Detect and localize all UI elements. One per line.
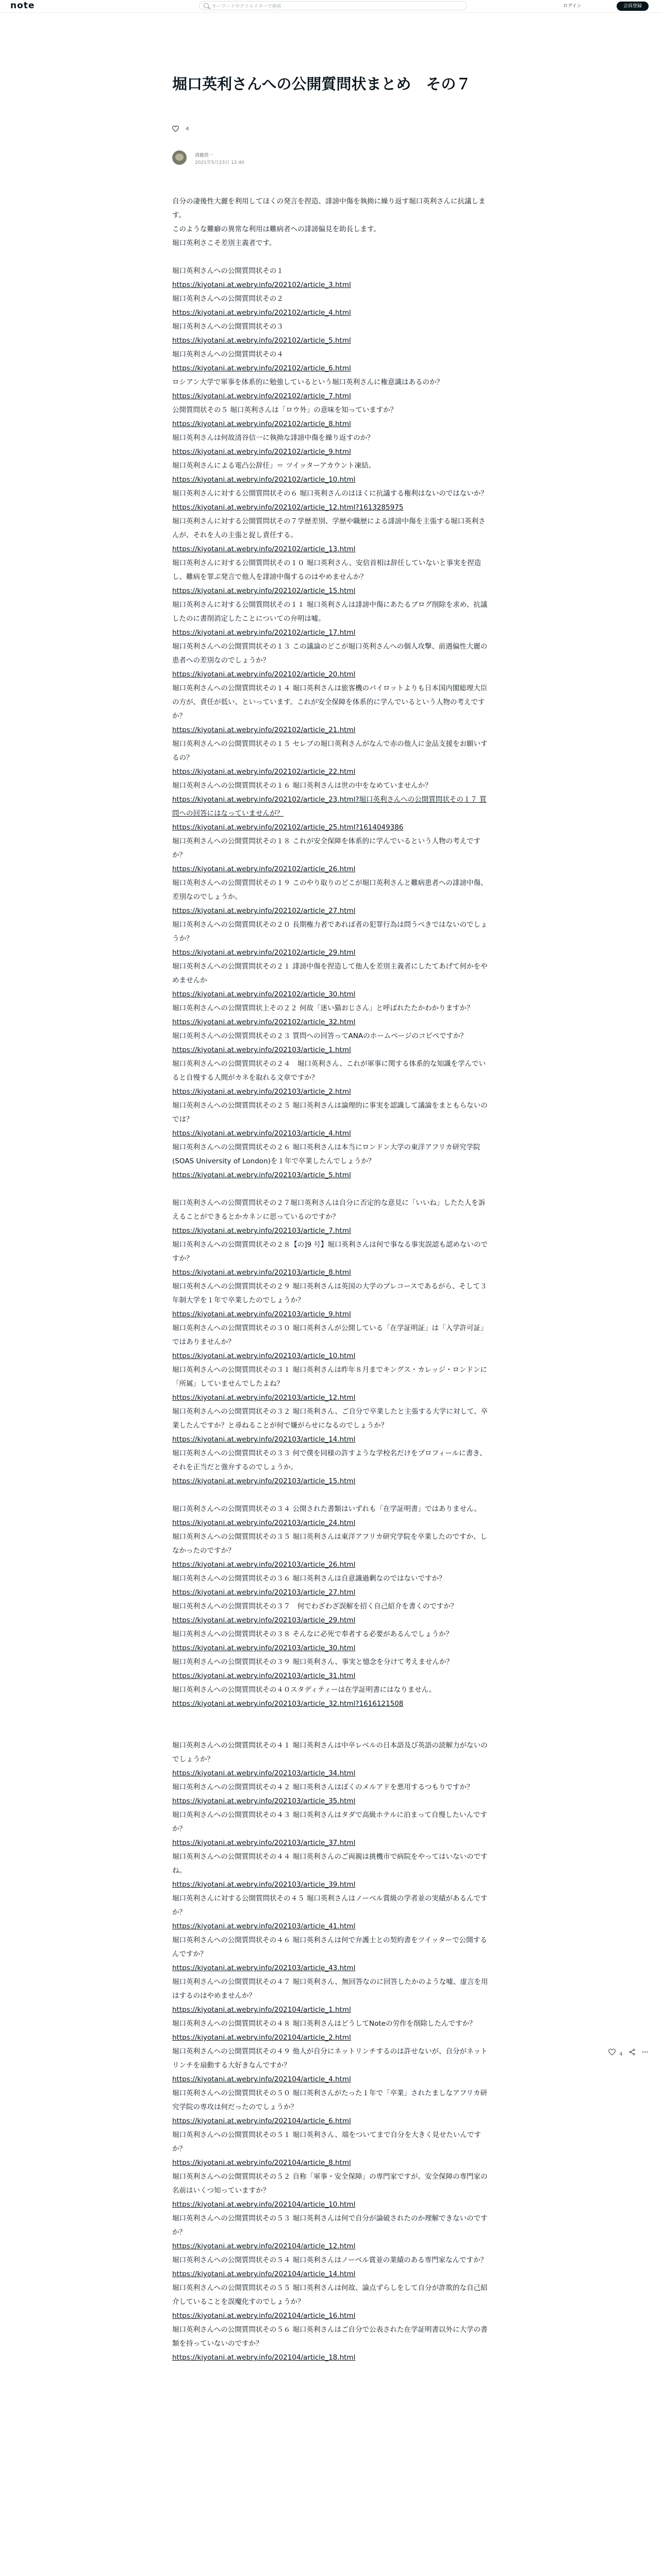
article-link[interactable]: https://kiyotani.at.webry.info/202102/article_32.html bbox=[172, 1018, 356, 1026]
body-paragraph: 堀口英利さんは何故清谷信一に執拗な誹謗中傷を繰り返すのか？ bbox=[172, 434, 374, 442]
body-paragraph: 堀口英利さんへの公開質問状その４ bbox=[172, 350, 284, 359]
body-paragraph: 堀口英利さんへの公開質問状その４８ 堀口英利さんはどうしてNoteの労作を削除したんですか？ bbox=[172, 2020, 476, 2028]
article-link[interactable]: https://kiyotani.at.webry.info/202103/article_43.html bbox=[172, 1964, 356, 1972]
body-paragraph: 堀口英利さんへの公開質問状その２４ 堀口英利さん、これが軍事に関する体系的な知識を学んでいると自慢する人間がカネを取れる文章ですか？ bbox=[172, 1060, 486, 1082]
body-paragraph: 堀口英利さんへの公開質問状その２９ 堀口英利さんは英国の大学のプレコースであるがら、そして３年制大学を１年で卒業したのでしょうか？ bbox=[172, 1282, 487, 1304]
body-paragraph: 堀口英利さんへの公開質問状その４１ 堀口英利さんは中卒レベルの日本語及び英語の読解力がないのでしょうか？ bbox=[172, 1741, 488, 1764]
search-icon bbox=[204, 3, 209, 8]
paragraph-gap bbox=[172, 250, 492, 264]
body-paragraph: 堀口英利さんへの公開質問状その５５ 堀口英利さんは何故、論点ずらしをして自分が詐欺的な自己紹介していることを誤魔化すのでしょうか？ bbox=[172, 2284, 488, 2306]
body-paragraph: 堀口英利さんへの公開質問状その５０ 堀口英利さんがたった１年で「卒業」されたましなアフリカ研究学院の専攻は何だったのでしょうか？ bbox=[172, 2089, 487, 2111]
more-icon[interactable] bbox=[641, 2048, 649, 2056]
body-paragraph: 堀口英利さんへの公開質問状その３１ 堀口英利さんは昨年８月までキングス・カレッジ・ロンドンに「所属」していませんでしたよね？ bbox=[172, 1366, 487, 1388]
article-link[interactable]: https://kiyotani.at.webry.info/202102/article_30.html bbox=[172, 990, 356, 998]
note-logo[interactable]: note bbox=[10, 1, 35, 11]
article-link[interactable]: https://kiyotani.at.webry.info/202103/article_15.html bbox=[172, 1477, 356, 1485]
article-link[interactable]: https://kiyotani.at.webry.info/202102/article_29.html bbox=[172, 948, 356, 957]
body-paragraph: 堀口英利さんへの公開質問状その１９ このやり取りのどこが堀口英利さんと難病患者への誹謗中傷、差別なのでしょうか。 bbox=[172, 879, 488, 901]
body-paragraph: 堀口英利さんによる電凸公辞任」＝ ツイッターアカウント凍結。 bbox=[172, 462, 376, 470]
body-paragraph: 堀口英利さんへの公開質問状その１６ 堀口英利さんは世の中をなめていませんか？ bbox=[172, 782, 432, 790]
body-paragraph: 堀口英利さんへの公開質問状その１ bbox=[172, 267, 284, 275]
article-link[interactable]: https://kiyotani.at.webry.info/202102/article_12.html?1613285975 bbox=[172, 503, 404, 512]
article-link[interactable]: https://kiyotani.at.webry.info/202103/article_7.html bbox=[172, 1227, 351, 1235]
article-link[interactable]: https://kiyotani.at.webry.info/202102/article_20.html bbox=[172, 670, 356, 679]
body-paragraph: 堀口英利さんへの公開質問状その２３ 質問への回答ってANAのホームページのコピペですか？ bbox=[172, 1032, 468, 1040]
article-link[interactable]: https://kiyotani.at.webry.info/202104/article_12.html bbox=[172, 2242, 356, 2250]
article-body bbox=[172, 195, 492, 2365]
body-paragraph: 堀口英利さんへの公開質問状その５３ 堀口英利さんは何で自分が論破されたのか理解できないのですか？ bbox=[172, 2214, 488, 2236]
article-link[interactable]: https://kiyotani.at.webry.info/202103/article_27.html bbox=[172, 1588, 356, 1597]
article-link[interactable]: https://kiyotani.at.webry.info/202104/article_4.html bbox=[172, 2075, 351, 2083]
article-link[interactable]: https://kiyotani.at.webry.info/202102/article_10.html bbox=[172, 476, 356, 484]
article-link[interactable]: https://kiyotani.at.webry.info/202103/article_1.html bbox=[172, 1046, 351, 1054]
body-paragraph: 堀口英利さんへの公開質問状その３９ 堀口英利さん、事実と憶念を分けて考えませんか？ bbox=[172, 1658, 453, 1666]
heart-icon[interactable] bbox=[172, 126, 179, 132]
body-paragraph: 公開質問状その５ 堀口英利さんは「ロウ外」の意味を知っていますか？ bbox=[172, 406, 398, 414]
body-paragraph: 自分の凄後性大麗を利用してほくの発言を捏造、誹謗中傷を執拗に繰り返す堀口英利さんに抗議します。 bbox=[172, 197, 486, 219]
side-actions bbox=[608, 2048, 649, 2059]
article-link[interactable]: https://kiyotani.at.webry.info/202102/article_9.html bbox=[172, 448, 351, 456]
body-paragraph: 堀口英利さんへの公開質問状その５２ 自称「軍事・安全保障」の専門家ですが、安全保障の専門家の名前はいくつ知っていますか？ bbox=[172, 2173, 488, 2195]
body-paragraph: 堀口英利さんへの公開質問状その１５ セレブの堀口英利さんがなんで赤の他人に金品支援をお願いするの？ bbox=[172, 740, 488, 762]
share-icon[interactable] bbox=[628, 2048, 636, 2056]
body-paragraph: 堀口英利さんへの公開質問状上その２２ 何故「迷い猫おじさん」と呼ばれたたかわかりますか？ bbox=[172, 1004, 474, 1012]
body-paragraph: 堀口英利さんに対する公開質問状その１０ 堀口英利さん、安倍首相は辞任していないと事実を捏造し、難病を罪ぶ発言で他人を誹謗中傷するのはやめませんか？ bbox=[172, 559, 482, 581]
body-paragraph: 堀口英利さんへの公開質問状その４６ 堀口英利さんは何で弁護士との契約書をツイッターで公開するんですか？ bbox=[172, 1936, 487, 1958]
article-link[interactable]: https://kiyotani.at.webry.info/202102/article_17.html bbox=[172, 629, 356, 637]
article-link[interactable]: https://kiyotani.at.webry.info/202103/article_39.html bbox=[172, 1880, 356, 1889]
body-paragraph: 堀口英利さんへの公開質問状その２７堀口英利さんは自分に否定的な意見に「いいね」したた人を訴えることができるとかカネンに思っているのですか？ bbox=[172, 1199, 486, 1221]
body-paragraph: 堀口英利さんに対する公開質問状その４５ 堀口英利さんはノーベル賞級の学者並の実績があるんですか？ bbox=[172, 1894, 488, 1917]
body-paragraph: 堀口英利さんへの公開質問状その４３ 堀口英利さんはタダで高級ホテルに泊まって自慢したいんですか？ bbox=[172, 1811, 487, 1833]
paragraph-gap bbox=[172, 1711, 492, 1725]
body-paragraph: 堀口英利さんへの公開質問状その２ bbox=[172, 295, 284, 303]
article-link[interactable]: https://kiyotani.at.webry.info/202103/article_34.html bbox=[172, 1769, 356, 1777]
article-link[interactable]: https://kiyotani.at.webry.info/202102/article_15.html bbox=[172, 587, 356, 595]
body-paragraph: このような難癖の異常な利用は難病者への誹謗偏見を助長します。 bbox=[172, 225, 380, 233]
body-paragraph: 堀口英利さんへの公開質問状その３６ 堀口英利さんは自意識過剰なのではないですか？ bbox=[172, 1574, 446, 1583]
like-row bbox=[172, 126, 189, 135]
article-link[interactable]: https://kiyotani.at.webry.info/202102/article_21.html bbox=[172, 726, 356, 734]
article-link[interactable]: https://kiyotani.at.webry.info/202102/article_6.html bbox=[172, 364, 351, 372]
body-paragraph: 堀口英利さんへの公開質問状その３５ 堀口英利さんは東洋アフリカ研究学院を卒業したのですか、しなかったのですか？ bbox=[172, 1533, 487, 1555]
signup-button[interactable]: 会員登録 bbox=[617, 2, 649, 11]
article-link[interactable]: https://kiyotani.at.webry.info/202104/article_16.html bbox=[172, 2312, 356, 2320]
body-paragraph: 堀口英利さんへの公開質問状その１４ 堀口英利さんは旅客機のパイロットよりも日本国内閣総理大臣の方が、責任が低い、といっています。これが安全保障を体系的に学んでいるという人物の考えですか？ bbox=[172, 684, 488, 720]
body-paragraph: 堀口英利さこそ差別主義者です。 bbox=[172, 239, 276, 247]
article-link[interactable]: https://kiyotani.at.webry.info/202104/article_18.html bbox=[172, 2353, 356, 2362]
article-link[interactable]: https://kiyotani.at.webry.info/202103/article_24.html bbox=[172, 1519, 356, 1527]
body-paragraph: 堀口英利さんへの公開質問状その４２ 堀口英利さんはぼくのメルアドを悪用するつもりですか？ bbox=[172, 1783, 474, 1791]
article-link[interactable]: https://kiyotani.at.webry.info/202103/article_2.html bbox=[172, 1088, 351, 1096]
body-paragraph: 堀口英利さんへの公開質問状その２８【の]9 号】堀口英利さんは何で事なる事実誤認も認めないのですか？ bbox=[172, 1241, 488, 1263]
article-link[interactable]: https://kiyotani.at.webry.info/202104/article_6.html bbox=[172, 2117, 351, 2125]
article-link[interactable]: https://kiyotani.at.webry.info/202103/article_32.html?1616121508 bbox=[172, 1700, 404, 1708]
body-paragraph: 堀口英利さんに対する公開質問状その１１ 堀口英利さんは誹謗中傷にあたるブログ削除を求め、抗議したのに書削消定したことについての弁明は噓。 bbox=[172, 601, 488, 623]
article-link[interactable]: https://kiyotani.at.webry.info/202103/article_9.html bbox=[172, 1310, 351, 1318]
article-link[interactable]: https://kiyotani.at.webry.info/202103/article_14.html bbox=[172, 1435, 356, 1444]
article-link[interactable]: https://kiyotani.at.webry.info/202102/article_5.html bbox=[172, 336, 351, 345]
body-paragraph: 堀口英利さんへの公開質問状その２６ 堀口英利さんは本当にロンドン大学の東洋アフリカ研究学院(SOAS University of London)を１年で卒業したんでしょうか？ bbox=[172, 1143, 481, 1165]
article-link[interactable]: https://kiyotani.at.webry.info/202104/article_1.html bbox=[172, 2006, 351, 2014]
body-paragraph: 堀口英利さんに対する公開質問状その７学歴差別、学歴や職歴による誹謗中傷を主張する堀口英利さんが、それを人の主張と捉し責任する。 bbox=[172, 517, 486, 539]
body-paragraph: 堀口英利さんへの公開質問状その２１ 誹謗中傷を捏造して他人を差別主義者にしたてあげて何かをやめませんか bbox=[172, 962, 488, 985]
paragraph-gap bbox=[172, 1725, 492, 1739]
article-link[interactable]: https://kiyotani.at.webry.info/202103/article_35.html bbox=[172, 1797, 356, 1805]
article-link[interactable]: https://kiyotani.at.webry.info/202102/article_23.html?堀口英利さんへの公開質問状その１７ 質問への回答にはなっていませんが？ bbox=[172, 795, 487, 818]
article-link[interactable]: https://kiyotani.at.webry.info/202102/article_22.html bbox=[172, 768, 356, 776]
article-link[interactable]: https://kiyotani.at.webry.info/202103/article_26.html bbox=[172, 1561, 356, 1569]
article-link[interactable]: https://kiyotani.at.webry.info/202103/article_4.html bbox=[172, 1129, 351, 1138]
body-paragraph: 堀口英利さんへの公開質問状その３２ 堀口英利さん、ご自分で卒業したと主張する大学に対して、卒業したんですか？と尋ねることが何で嫌がらせになるのでしょうか？ bbox=[172, 1408, 488, 1430]
like-count: 4 bbox=[186, 126, 189, 132]
article-link[interactable]: https://kiyotani.at.webry.info/202102/article_4.html bbox=[172, 309, 351, 317]
article-link[interactable]: https://kiyotani.at.webry.info/202102/article_26.html bbox=[172, 865, 356, 873]
article-link[interactable]: https://kiyotani.at.webry.info/202103/article_12.html bbox=[172, 1394, 356, 1402]
author-name[interactable]: 清鹿佳一 bbox=[195, 153, 214, 158]
avatar[interactable] bbox=[172, 150, 187, 165]
body-paragraph: 堀口英利さんへの公開質問状その３ bbox=[172, 323, 284, 331]
heart-icon[interactable] bbox=[608, 2048, 616, 2056]
article-link[interactable]: https://kiyotani.at.webry.info/202102/article_3.html bbox=[172, 281, 351, 289]
body-paragraph: 堀口英利さんへの公開質問状その４４ 堀口英利さんのご両親は挑機市で病院をやってはいないのですね。 bbox=[172, 1853, 488, 1875]
body-paragraph: 堀口英利さんへの公開質問状その３３ 何で僕を同様の許すような学校名だけをプロフィールに書き、それを正当だと強弁するのでしょうか。 bbox=[172, 1449, 487, 1471]
body-paragraph: 堀口英利さんへの公開質問状その１３ この議論のどこが堀口英利さんへの個人攻撃、前遇偏性大麗の患者への差別なのでしょうか？ bbox=[172, 642, 488, 665]
article-link[interactable]: https://kiyotani.at.webry.info/202103/article_10.html bbox=[172, 1352, 356, 1360]
body-paragraph: 堀口英利さんへの公開質問状その２０ 長期権力者であれば者の犯罪行為は問うべきではないのでしょうか？ bbox=[172, 921, 488, 943]
article-link[interactable]: https://kiyotani.at.webry.info/202102/article_8.html bbox=[172, 420, 351, 428]
body-paragraph: 堀口英利さんへの公開質問状その４７ 堀口英利さん、無回答なのに回答したかのような噓、虚言を用はするのはやめませんか？ bbox=[172, 1978, 488, 2000]
search-placeholder: キーワードやクリエイターで検索 bbox=[212, 4, 282, 9]
body-paragraph: 堀口英利さんへの公開質問状その５６ 堀口英利さんはご自分で公表された在学証明書以外に大学の書類を持っていないのですか？ bbox=[172, 2326, 488, 2348]
article-link[interactable]: https://kiyotani.at.webry.info/202103/article_5.html bbox=[172, 1171, 351, 1179]
body-paragraph: 堀口英利さんへの公開質問状その２５ 堀口英利さんは論理的に事実を認識して議論をまともらないのでは？ bbox=[172, 1101, 488, 1124]
body-paragraph: 堀口英利さんに対する公開質問状その６ 堀口英利さんのはほくに抗議する権利はないのではないか？ bbox=[172, 489, 488, 498]
body-paragraph: ロシアン大学で軍事を体系的に勉強しているという堀口英利さんに権意識はあるのか？ bbox=[172, 378, 443, 386]
article-link[interactable]: https://kiyotani.at.webry.info/202103/article_41.html bbox=[172, 1922, 356, 1930]
article-link[interactable]: https://kiyotani.at.webry.info/202103/article_8.html bbox=[172, 1268, 351, 1277]
publish-date: 2021年5月23日 12:40 bbox=[195, 160, 244, 165]
article-title: 堀口英利さんへの公開質問状まとめ その７ bbox=[172, 75, 471, 93]
login-button[interactable]: ログイン bbox=[563, 4, 582, 9]
site-header bbox=[0, 0, 662, 13]
article-link[interactable]: https://kiyotani.at.webry.info/202102/article_25.html?1614049386 bbox=[172, 823, 404, 832]
body-paragraph: 堀口英利さんへの公開質問状その４９ 他人が自分にネットリンチするのは許せないが、自分がネットリンチを扇動する大好きなんですか？ bbox=[172, 2047, 488, 2070]
article-link[interactable]: https://kiyotani.at.webry.info/202103/article_30.html bbox=[172, 1644, 356, 1652]
article-link[interactable]: https://kiyotani.at.webry.info/202104/article_8.html bbox=[172, 2159, 351, 2167]
article-link[interactable]: https://kiyotani.at.webry.info/202103/article_31.html bbox=[172, 1672, 356, 1680]
body-paragraph: 堀口英利さんへの公開質問状その３４ 公開された書類はいずれも「在学証明書」ではありません。 bbox=[172, 1505, 481, 1513]
paragraph-gap bbox=[172, 1488, 492, 1502]
body-paragraph: 堀口英利さんへの公開質問状その１８ これが安全保障を体系的に学んでいるという人物の考えですか？ bbox=[172, 837, 481, 859]
article-link[interactable]: https://kiyotani.at.webry.info/202104/article_14.html bbox=[172, 2270, 356, 2278]
body-paragraph: 堀口英利さんへの公開質問状その３０ 堀口英利さんが公開している「在学証明証」は「入学許可証」ではありませんか？ bbox=[172, 1324, 488, 1346]
paragraph-gap bbox=[172, 1182, 492, 1196]
article-link[interactable]: https://kiyotani.at.webry.info/202102/article_7.html bbox=[172, 392, 351, 400]
body-paragraph: 堀口英利さんへの公開質問状その４０スタディティーは在学証明書にはなりません。 bbox=[172, 1686, 436, 1694]
article-link[interactable]: https://kiyotani.at.webry.info/202104/article_10.html bbox=[172, 2200, 356, 2209]
body-paragraph: 堀口英利さんへの公開質問状その５４ 堀口英利さんはノーベル賞並の業績のある専門家なんですか？ bbox=[172, 2256, 488, 2264]
body-paragraph: 堀口英利さんへの公開質問状その３７ 何でわざわざ誤解を招く自己紹介を書くのですか？ bbox=[172, 1602, 458, 1611]
article-link[interactable]: https://kiyotani.at.webry.info/202103/article_29.html bbox=[172, 1616, 356, 1624]
article-link[interactable]: https://kiyotani.at.webry.info/202104/article_2.html bbox=[172, 2033, 351, 2042]
body-paragraph: 堀口英利さんへの公開質問状その５１ 堀口英利さん、端をついてまで自分を大きく見せたいんですか？ bbox=[172, 2131, 481, 2153]
side-like-count: 4 bbox=[619, 2051, 623, 2057]
article-link[interactable]: https://kiyotani.at.webry.info/202102/article_27.html bbox=[172, 907, 356, 915]
article-link[interactable]: https://kiyotani.at.webry.info/202102/article_13.html bbox=[172, 545, 356, 553]
search-input[interactable] bbox=[199, 1, 467, 10]
article-link[interactable]: https://kiyotani.at.webry.info/202103/article_37.html bbox=[172, 1839, 356, 1847]
body-paragraph: 堀口英利さんへの公開質問状その３８ そんなに必死で奉者する必要があるんでしょうか？ bbox=[172, 1630, 453, 1638]
